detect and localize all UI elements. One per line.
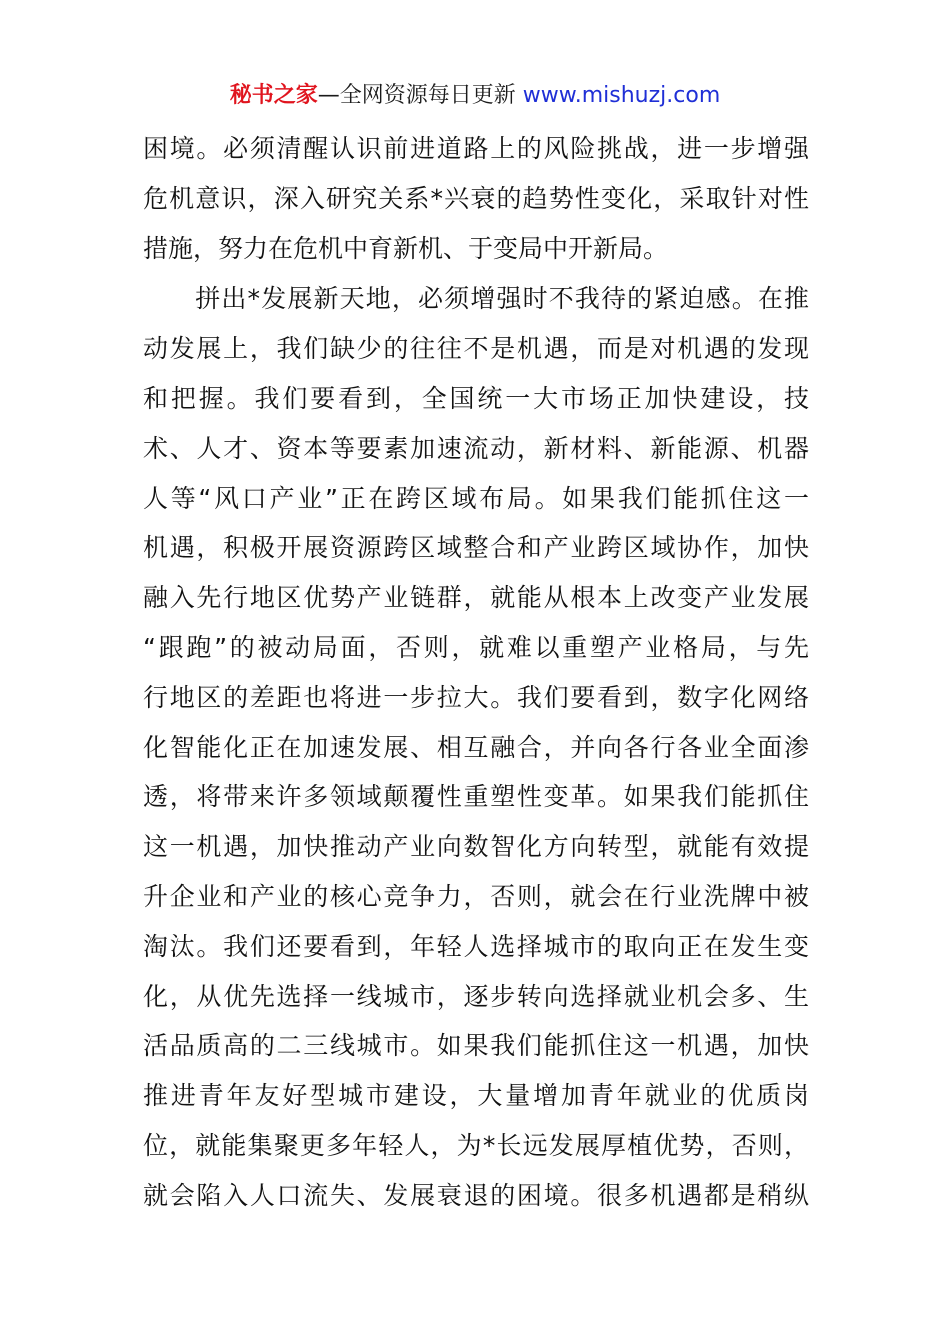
text-line: 化，从优先选择一线城市，逐步转向选择就业机会多、生 — [143, 981, 809, 1011]
text-line: 活品质高的二三线城市。如果我们能抓住这一机遇，加快 — [143, 1031, 809, 1061]
document-body — [143, 124, 809, 1221]
text-line: 淘汰。我们还要看到，年轻人选择城市的取向正在发生变 — [143, 931, 809, 961]
text-line: 动发展上，我们缺少的往往不是机遇，而是对机遇的发现 — [143, 334, 809, 364]
text-line: 融入先行地区优势产业链群，就能从根本上改变产业发展 — [143, 583, 809, 613]
text-line: 化智能化正在加速发展、相互融合，并向各行各业全面渗 — [143, 732, 809, 762]
text-line: 推进青年友好型城市建设，大量增加青年就业的优质岗 — [143, 1081, 809, 1111]
page-header — [0, 80, 950, 112]
text-line: 措施，努力在危机中育新机、于变局中开新局。 — [143, 233, 669, 263]
text-line: “跟跑”的被动局面，否则，就难以重塑产业格局，与先 — [143, 632, 809, 662]
text-line: 和把握。我们要看到，全国统一大市场正加快建设，技 — [143, 383, 809, 413]
text-line: 人等“风口产业”正在跨区域布局。如果我们能抓住这一 — [143, 483, 809, 513]
text-line: 透，将带来许多领域颠覆性重塑性变革。如果我们能抓住 — [143, 782, 809, 812]
text-line: 这一机遇，加快推动产业向数智化方向转型，就能有效提 — [143, 832, 809, 862]
text-line: 术、人才、资本等要素加速流动，新材料、新能源、机器 — [143, 433, 809, 463]
text-line: 升企业和产业的核心竞争力，否则，就会在行业洗牌中被 — [143, 881, 809, 911]
paragraph-first-line: 拼出*发展新天地，必须增强时不我待的紧迫感。在推 — [143, 284, 809, 314]
text-line: 行地区的差距也将进一步拉大。我们要看到，数字化网络 — [143, 682, 809, 712]
text-line: 危机意识，深入研究关系*兴衰的趋势性变化，采取针对性 — [143, 183, 809, 213]
site-tagline: —全网资源每日更新 — [317, 83, 516, 108]
text-line: 困境。必须清醒认识前进道路上的风险挑战，进一步增强 — [143, 134, 809, 163]
site-url-link[interactable]: www.mishuzj.com — [522, 83, 721, 108]
text-line: 就会陷入人口流失、发展衰退的困境。很多机遇都是稍纵 — [143, 1180, 809, 1210]
site-brand: 秘书之家 — [229, 83, 318, 108]
text-line: 位，就能集聚更多年轻人，为*长远发展厚植优势，否则， — [143, 1130, 809, 1160]
text-line: 机遇，积极开展资源跨区域整合和产业跨区域协作，加快 — [143, 533, 809, 563]
